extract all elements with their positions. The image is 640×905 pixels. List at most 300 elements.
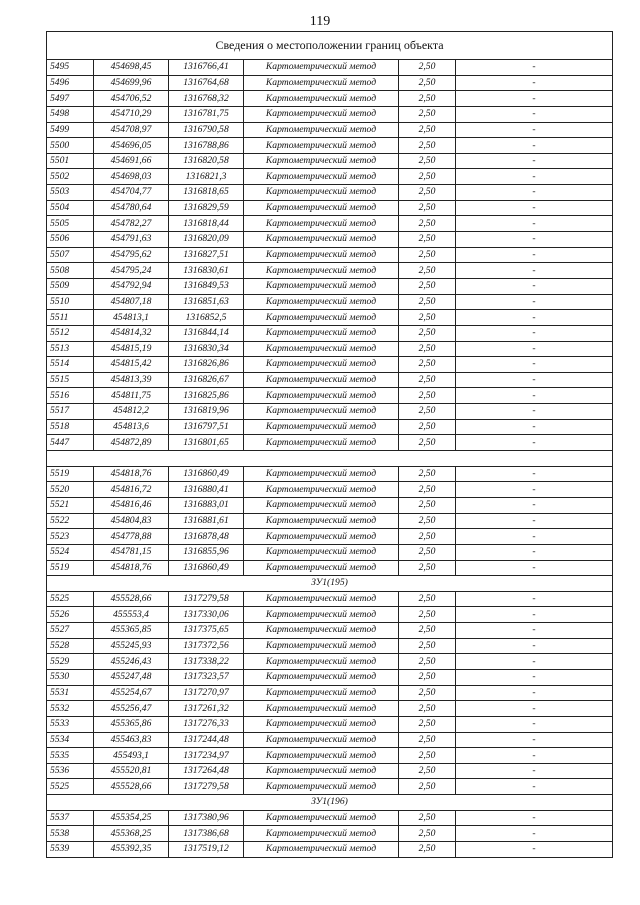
method-cell: Картометрический метод [244,716,399,732]
description-cell: - [456,60,613,76]
point-number-cell: 5524 [47,544,94,560]
table-row [47,482,613,498]
x-coordinate-cell: 454710,29 [94,106,169,122]
x-coordinate-cell: 454791,63 [94,232,169,248]
y-coordinate-cell: 1316801,65 [169,435,244,451]
y-coordinate-cell: 1316844,14 [169,325,244,341]
description-cell: - [456,341,613,357]
y-coordinate-cell: 1317276,33 [169,716,244,732]
y-coordinate-cell: 1316825,86 [169,388,244,404]
y-coordinate-cell: 1317270,97 [169,685,244,701]
method-cell: Картометрический метод [244,779,399,795]
x-coordinate-cell: 454795,24 [94,263,169,279]
table-row [47,247,613,263]
y-coordinate-cell: 1316764,68 [169,75,244,91]
x-coordinate-cell: 454815,19 [94,341,169,357]
point-number-cell: 5447 [47,435,94,451]
x-coordinate-cell: 454812,2 [94,404,169,420]
x-coordinate-cell: 454807,18 [94,294,169,310]
y-coordinate-cell: 1316830,61 [169,263,244,279]
x-coordinate-cell: 454813,1 [94,310,169,326]
method-cell: Картометрический метод [244,247,399,263]
y-coordinate-cell: 1316849,53 [169,278,244,294]
x-coordinate-cell: 454691,66 [94,153,169,169]
x-coordinate-cell: 455365,86 [94,716,169,732]
y-coordinate-cell: 1317330,06 [169,607,244,623]
table-row [47,591,613,607]
accuracy-cell: 2,50 [399,60,456,76]
accuracy-cell: 2,50 [399,466,456,482]
y-coordinate-cell: 1316820,09 [169,232,244,248]
point-number-cell: 5525 [47,779,94,795]
accuracy-cell: 2,50 [399,247,456,263]
description-cell: - [456,779,613,795]
point-number-cell: 5535 [47,748,94,764]
table-row [47,232,613,248]
x-coordinate-cell: 455256,47 [94,701,169,717]
y-coordinate-cell: 1317261,32 [169,701,244,717]
description-cell: - [456,185,613,201]
point-number-cell: 5512 [47,325,94,341]
table-row [47,654,613,670]
point-number-cell: 5495 [47,60,94,76]
point-number-cell: 5537 [47,810,94,826]
description-cell: - [456,263,613,279]
table-row [47,122,613,138]
point-number-cell: 5510 [47,294,94,310]
accuracy-cell: 2,50 [399,826,456,842]
method-cell: Картометрический метод [244,560,399,576]
y-coordinate-cell: 1316826,86 [169,357,244,373]
point-number-cell: 5530 [47,669,94,685]
y-coordinate-cell: 1316860,49 [169,560,244,576]
table-row [47,138,613,154]
table-row [47,685,613,701]
x-coordinate-cell: 454782,27 [94,216,169,232]
accuracy-cell: 2,50 [399,185,456,201]
point-number-cell: 5505 [47,216,94,232]
x-coordinate-cell: 455528,66 [94,591,169,607]
x-coordinate-cell: 455246,43 [94,654,169,670]
accuracy-cell: 2,50 [399,294,456,310]
x-coordinate-cell: 454816,46 [94,497,169,513]
description-cell: - [456,810,613,826]
table-row [47,716,613,732]
method-cell: Картометрический метод [244,138,399,154]
description-cell: - [456,560,613,576]
x-coordinate-cell: 454698,03 [94,169,169,185]
table-row [47,779,613,795]
x-coordinate-cell: 454813,39 [94,372,169,388]
description-cell: - [456,106,613,122]
method-cell: Картометрический метод [244,263,399,279]
y-coordinate-cell: 1316820,58 [169,153,244,169]
method-cell: Картометрический метод [244,607,399,623]
section-label: ЗУ1(196) [47,795,613,811]
table-row [47,388,613,404]
y-coordinate-cell: 1316797,51 [169,419,244,435]
accuracy-cell: 2,50 [399,341,456,357]
point-number-cell: 5519 [47,466,94,482]
point-number-cell: 5503 [47,185,94,201]
x-coordinate-cell: 455354,25 [94,810,169,826]
x-coordinate-cell: 454792,94 [94,278,169,294]
description-cell: - [456,716,613,732]
accuracy-cell: 2,50 [399,732,456,748]
table-row [47,763,613,779]
description-cell: - [456,497,613,513]
method-cell: Картометрический метод [244,654,399,670]
point-number-cell: 5502 [47,169,94,185]
y-coordinate-cell: 1317279,58 [169,591,244,607]
description-cell: - [456,669,613,685]
method-cell: Картометрический метод [244,388,399,404]
description-cell: - [456,325,613,341]
description-cell: - [456,732,613,748]
method-cell: Картометрический метод [244,623,399,639]
x-coordinate-cell: 454696,05 [94,138,169,154]
y-coordinate-cell: 1316830,34 [169,341,244,357]
x-coordinate-cell: 454781,15 [94,544,169,560]
table-row [47,513,613,529]
table-row [47,638,613,654]
boundary-table-body [47,32,613,858]
x-coordinate-cell: 454795,62 [94,247,169,263]
description-cell: - [456,654,613,670]
description-cell: - [456,607,613,623]
y-coordinate-cell: 1317380,96 [169,810,244,826]
accuracy-cell: 2,50 [399,560,456,576]
accuracy-cell: 2,50 [399,91,456,107]
method-cell: Картометрический метод [244,232,399,248]
accuracy-cell: 2,50 [399,278,456,294]
table-row [47,341,613,357]
description-cell: - [456,466,613,482]
y-coordinate-cell: 1317372,56 [169,638,244,654]
table-row [47,185,613,201]
y-coordinate-cell: 1316878,48 [169,529,244,545]
y-coordinate-cell: 1317386,68 [169,826,244,842]
method-cell: Картометрический метод [244,685,399,701]
accuracy-cell: 2,50 [399,169,456,185]
method-cell: Картометрический метод [244,75,399,91]
x-coordinate-cell: 455528,66 [94,779,169,795]
point-number-cell: 5534 [47,732,94,748]
point-number-cell: 5531 [47,685,94,701]
description-cell: - [456,200,613,216]
table-row [47,60,613,76]
y-coordinate-cell: 1316781,75 [169,106,244,122]
y-coordinate-cell: 1316852,5 [169,310,244,326]
y-coordinate-cell: 1316860,49 [169,466,244,482]
x-coordinate-cell: 455553,4 [94,607,169,623]
point-number-cell: 5526 [47,607,94,623]
x-coordinate-cell: 455254,67 [94,685,169,701]
accuracy-cell: 2,50 [399,623,456,639]
x-coordinate-cell: 455247,48 [94,669,169,685]
table-row [47,669,613,685]
point-number-cell: 5532 [47,701,94,717]
point-number-cell: 5506 [47,232,94,248]
point-number-cell: 5498 [47,106,94,122]
method-cell: Картометрический метод [244,638,399,654]
table-row [47,216,613,232]
point-number-cell: 5511 [47,310,94,326]
table-row [47,435,613,451]
accuracy-cell: 2,50 [399,685,456,701]
x-coordinate-cell: 454811,75 [94,388,169,404]
accuracy-cell: 2,50 [399,482,456,498]
method-cell: Картометрический метод [244,810,399,826]
table-row [47,419,613,435]
x-coordinate-cell: 455520,81 [94,763,169,779]
x-coordinate-cell: 454804,83 [94,513,169,529]
boundary-table-container [46,31,612,858]
point-number-cell: 5513 [47,341,94,357]
x-coordinate-cell: 454816,72 [94,482,169,498]
y-coordinate-cell: 1317279,58 [169,779,244,795]
description-cell: - [456,372,613,388]
page-number: 119 [309,14,331,29]
method-cell: Картометрический метод [244,732,399,748]
description-cell: - [456,826,613,842]
table-row [47,529,613,545]
point-number-cell: 5533 [47,716,94,732]
y-coordinate-cell: 1317338,22 [169,654,244,670]
point-number-cell: 5509 [47,278,94,294]
description-cell: - [456,404,613,420]
table-row [47,623,613,639]
blank-separator-row [47,451,613,467]
boundary-table [46,31,613,858]
accuracy-cell: 2,50 [399,372,456,388]
accuracy-cell: 2,50 [399,200,456,216]
point-number-cell: 5497 [47,91,94,107]
point-number-cell: 5529 [47,654,94,670]
accuracy-cell: 2,50 [399,638,456,654]
x-coordinate-cell: 454708,97 [94,122,169,138]
point-number-cell: 5496 [47,75,94,91]
table-row [47,607,613,623]
description-cell: - [456,310,613,326]
accuracy-cell: 2,50 [399,232,456,248]
section-label-row [47,576,613,592]
table-row [47,497,613,513]
accuracy-cell: 2,50 [399,748,456,764]
table-row [47,372,613,388]
y-coordinate-cell: 1316818,44 [169,216,244,232]
point-number-cell: 5539 [47,842,94,858]
point-number-cell: 5517 [47,404,94,420]
y-coordinate-cell: 1316788,86 [169,138,244,154]
method-cell: Картометрический метод [244,106,399,122]
accuracy-cell: 2,50 [399,529,456,545]
y-coordinate-cell: 1316855,96 [169,544,244,560]
x-coordinate-cell: 454872,89 [94,435,169,451]
accuracy-cell: 2,50 [399,810,456,826]
description-cell: - [456,357,613,373]
x-coordinate-cell: 454704,77 [94,185,169,201]
x-coordinate-cell: 454815,42 [94,357,169,373]
y-coordinate-cell: 1316826,67 [169,372,244,388]
accuracy-cell: 2,50 [399,544,456,560]
table-row [47,466,613,482]
method-cell: Картометрический метод [244,200,399,216]
table-row [47,169,613,185]
accuracy-cell: 2,50 [399,716,456,732]
y-coordinate-cell: 1316766,41 [169,60,244,76]
method-cell: Картометрический метод [244,91,399,107]
accuracy-cell: 2,50 [399,654,456,670]
x-coordinate-cell: 454778,88 [94,529,169,545]
y-coordinate-cell: 1316821,3 [169,169,244,185]
y-coordinate-cell: 1317519,12 [169,842,244,858]
description-cell: - [456,278,613,294]
point-number-cell: 5520 [47,482,94,498]
accuracy-cell: 2,50 [399,325,456,341]
method-cell: Картометрический метод [244,529,399,545]
accuracy-cell: 2,50 [399,591,456,607]
description-cell: - [456,247,613,263]
method-cell: Картометрический метод [244,748,399,764]
point-number-cell: 5522 [47,513,94,529]
method-cell: Картометрический метод [244,466,399,482]
x-coordinate-cell: 455245,93 [94,638,169,654]
point-number-cell: 5519 [47,560,94,576]
table-row [47,842,613,858]
accuracy-cell: 2,50 [399,701,456,717]
x-coordinate-cell: 455368,25 [94,826,169,842]
description-cell: - [456,232,613,248]
table-row [47,91,613,107]
table-row [47,325,613,341]
description-cell: - [456,842,613,858]
method-cell: Картометрический метод [244,372,399,388]
x-coordinate-cell: 454706,52 [94,91,169,107]
method-cell: Картометрический метод [244,216,399,232]
section-label: ЗУ1(195) [47,576,613,592]
x-coordinate-cell: 454780,64 [94,200,169,216]
accuracy-cell: 2,50 [399,435,456,451]
method-cell: Картометрический метод [244,278,399,294]
description-cell: - [456,701,613,717]
accuracy-cell: 2,50 [399,607,456,623]
description-cell: - [456,122,613,138]
table-row [47,106,613,122]
table-row [47,357,613,373]
method-cell: Картометрический метод [244,419,399,435]
method-cell: Картометрический метод [244,357,399,373]
method-cell: Картометрический метод [244,701,399,717]
y-coordinate-cell: 1317234,97 [169,748,244,764]
y-coordinate-cell: 1316768,32 [169,91,244,107]
point-number-cell: 5536 [47,763,94,779]
point-number-cell: 5515 [47,372,94,388]
method-cell: Картометрический метод [244,497,399,513]
table-row [47,701,613,717]
method-cell: Картометрический метод [244,763,399,779]
x-coordinate-cell: 455463,83 [94,732,169,748]
point-number-cell: 5504 [47,200,94,216]
accuracy-cell: 2,50 [399,669,456,685]
method-cell: Картометрический метод [244,294,399,310]
description-cell: - [456,419,613,435]
accuracy-cell: 2,50 [399,153,456,169]
accuracy-cell: 2,50 [399,263,456,279]
description-cell: - [456,748,613,764]
accuracy-cell: 2,50 [399,122,456,138]
x-coordinate-cell: 454813,6 [94,419,169,435]
method-cell: Картометрический метод [244,591,399,607]
accuracy-cell: 2,50 [399,763,456,779]
description-cell: - [456,685,613,701]
description-cell: - [456,513,613,529]
method-cell: Картометрический метод [244,185,399,201]
accuracy-cell: 2,50 [399,842,456,858]
point-number-cell: 5516 [47,388,94,404]
accuracy-cell: 2,50 [399,106,456,122]
method-cell: Картометрический метод [244,169,399,185]
point-number-cell: 5501 [47,153,94,169]
y-coordinate-cell: 1316829,59 [169,200,244,216]
x-coordinate-cell: 454818,76 [94,560,169,576]
table-row [47,263,613,279]
description-cell: - [456,169,613,185]
description-cell: - [456,529,613,545]
description-cell: - [456,153,613,169]
table-title-row [47,32,613,60]
x-coordinate-cell: 455392,35 [94,842,169,858]
method-cell: Картометрический метод [244,122,399,138]
description-cell: - [456,294,613,310]
table-row [47,310,613,326]
method-cell: Картометрический метод [244,404,399,420]
method-cell: Картометрический метод [244,325,399,341]
point-number-cell: 5500 [47,138,94,154]
method-cell: Картометрический метод [244,669,399,685]
point-number-cell: 5523 [47,529,94,545]
table-row [47,544,613,560]
point-number-cell: 5527 [47,623,94,639]
point-number-cell: 5538 [47,826,94,842]
accuracy-cell: 2,50 [399,216,456,232]
y-coordinate-cell: 1316883,01 [169,497,244,513]
table-row [47,404,613,420]
y-coordinate-cell: 1317244,48 [169,732,244,748]
accuracy-cell: 2,50 [399,357,456,373]
y-coordinate-cell: 1316881,61 [169,513,244,529]
point-number-cell: 5514 [47,357,94,373]
table-row [47,748,613,764]
accuracy-cell: 2,50 [399,513,456,529]
description-cell: - [456,623,613,639]
method-cell: Картометрический метод [244,435,399,451]
x-coordinate-cell: 454699,96 [94,75,169,91]
method-cell: Картометрический метод [244,482,399,498]
y-coordinate-cell: 1317264,48 [169,763,244,779]
description-cell: - [456,138,613,154]
description-cell: - [456,216,613,232]
y-coordinate-cell: 1317375,65 [169,623,244,639]
point-number-cell: 5525 [47,591,94,607]
accuracy-cell: 2,50 [399,138,456,154]
y-coordinate-cell: 1316818,65 [169,185,244,201]
description-cell: - [456,591,613,607]
method-cell: Картометрический метод [244,842,399,858]
description-cell: - [456,482,613,498]
method-cell: Картометрический метод [244,310,399,326]
y-coordinate-cell: 1316790,58 [169,122,244,138]
